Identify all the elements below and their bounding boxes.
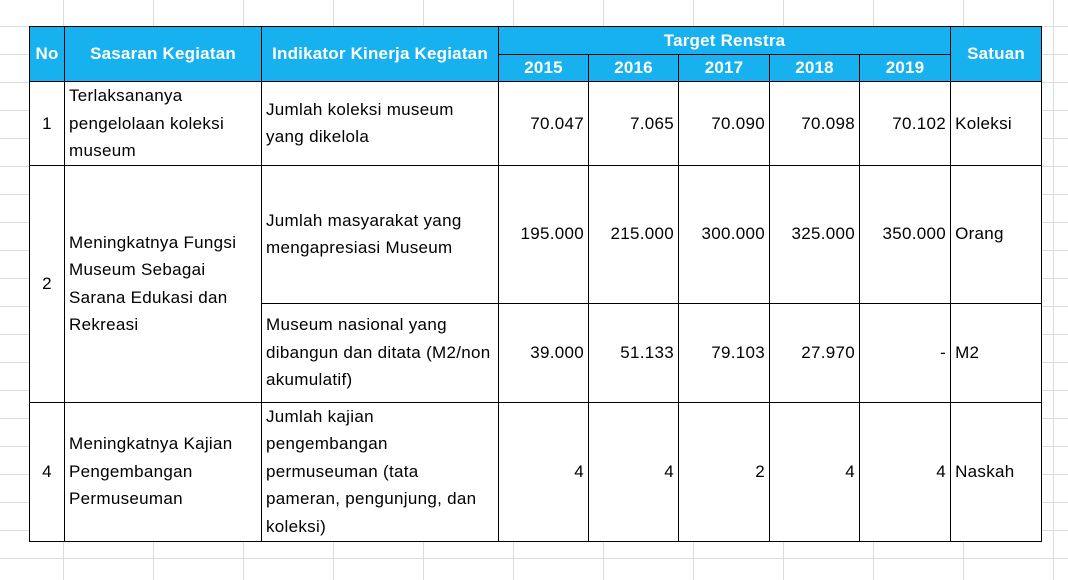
cell-indikator[interactable]: Jumlah koleksi museum yang dikelola: [262, 82, 499, 166]
cell-satuan[interactable]: Orang: [951, 165, 1042, 303]
cell-no[interactable]: 1: [30, 82, 65, 166]
target-renstra-table: [29, 26, 1042, 542]
header-year-2019[interactable]: 2019: [860, 55, 951, 82]
cell-2016[interactable]: 4: [589, 402, 679, 541]
header-no[interactable]: No: [30, 27, 65, 82]
cell-2018[interactable]: 70.098: [770, 82, 860, 166]
cell-satuan[interactable]: Koleksi: [951, 82, 1042, 166]
cell-indikator[interactable]: Museum nasional yang dibangun dan ditata (M2/non akumulatif): [262, 303, 499, 402]
cell-2019[interactable]: -: [860, 303, 951, 402]
cell-2017[interactable]: 2: [679, 402, 770, 541]
cell-2015[interactable]: 4: [499, 402, 589, 541]
cell-sasaran[interactable]: Meningkatnya Kajian Pengembangan Permuseuman: [65, 402, 262, 541]
cell-2016[interactable]: 51.133: [589, 303, 679, 402]
cell-2015[interactable]: 39.000: [499, 303, 589, 402]
header-satuan[interactable]: Satuan: [951, 27, 1042, 82]
cell-2016[interactable]: 215.000: [589, 165, 679, 303]
cell-2019[interactable]: 4: [860, 402, 951, 541]
header-year-2017[interactable]: 2017: [679, 55, 770, 82]
cell-2015[interactable]: 195.000: [499, 165, 589, 303]
header-row-top: [30, 27, 1042, 55]
cell-2019[interactable]: 350.000: [860, 165, 951, 303]
header-year-2018[interactable]: 2018: [770, 55, 860, 82]
header-sasaran-kegiatan[interactable]: Sasaran Kegiatan: [65, 27, 262, 82]
header-indikator-kinerja[interactable]: Indikator Kinerja Kegiatan: [262, 27, 499, 82]
cell-no[interactable]: 2: [30, 165, 65, 402]
cell-2017[interactable]: 70.090: [679, 82, 770, 166]
header-target-renstra[interactable]: Target Renstra: [499, 27, 951, 55]
cell-2018[interactable]: 27.970: [770, 303, 860, 402]
cell-2017[interactable]: 79.103: [679, 303, 770, 402]
cell-2015[interactable]: 70.047: [499, 82, 589, 166]
cell-2018[interactable]: 325.000: [770, 165, 860, 303]
header-year-2016[interactable]: 2016: [589, 55, 679, 82]
cell-indikator[interactable]: Jumlah kajian pengembangan permuseuman (tata pameran, pengunjung, dan koleksi): [262, 402, 499, 541]
cell-sasaran[interactable]: Terlaksananya pengelolaan koleksi museum: [65, 82, 262, 166]
cell-satuan[interactable]: Naskah: [951, 402, 1042, 541]
table-row: [30, 165, 1042, 303]
cell-satuan[interactable]: M2: [951, 303, 1042, 402]
cell-sasaran[interactable]: Meningkatnya Fungsi Museum Sebagai Sarana Edukasi dan Rekreasi: [65, 165, 262, 402]
table-row: [30, 402, 1042, 541]
table-row: [30, 82, 1042, 166]
header-year-2015[interactable]: 2015: [499, 55, 589, 82]
cell-2016[interactable]: 7.065: [589, 82, 679, 166]
cell-indikator[interactable]: Jumlah masyarakat yang mengapresiasi Museum: [262, 165, 499, 303]
cell-2017[interactable]: 300.000: [679, 165, 770, 303]
cell-2019[interactable]: 70.102: [860, 82, 951, 166]
cell-no[interactable]: 4: [30, 402, 65, 541]
cell-2018[interactable]: 4: [770, 402, 860, 541]
